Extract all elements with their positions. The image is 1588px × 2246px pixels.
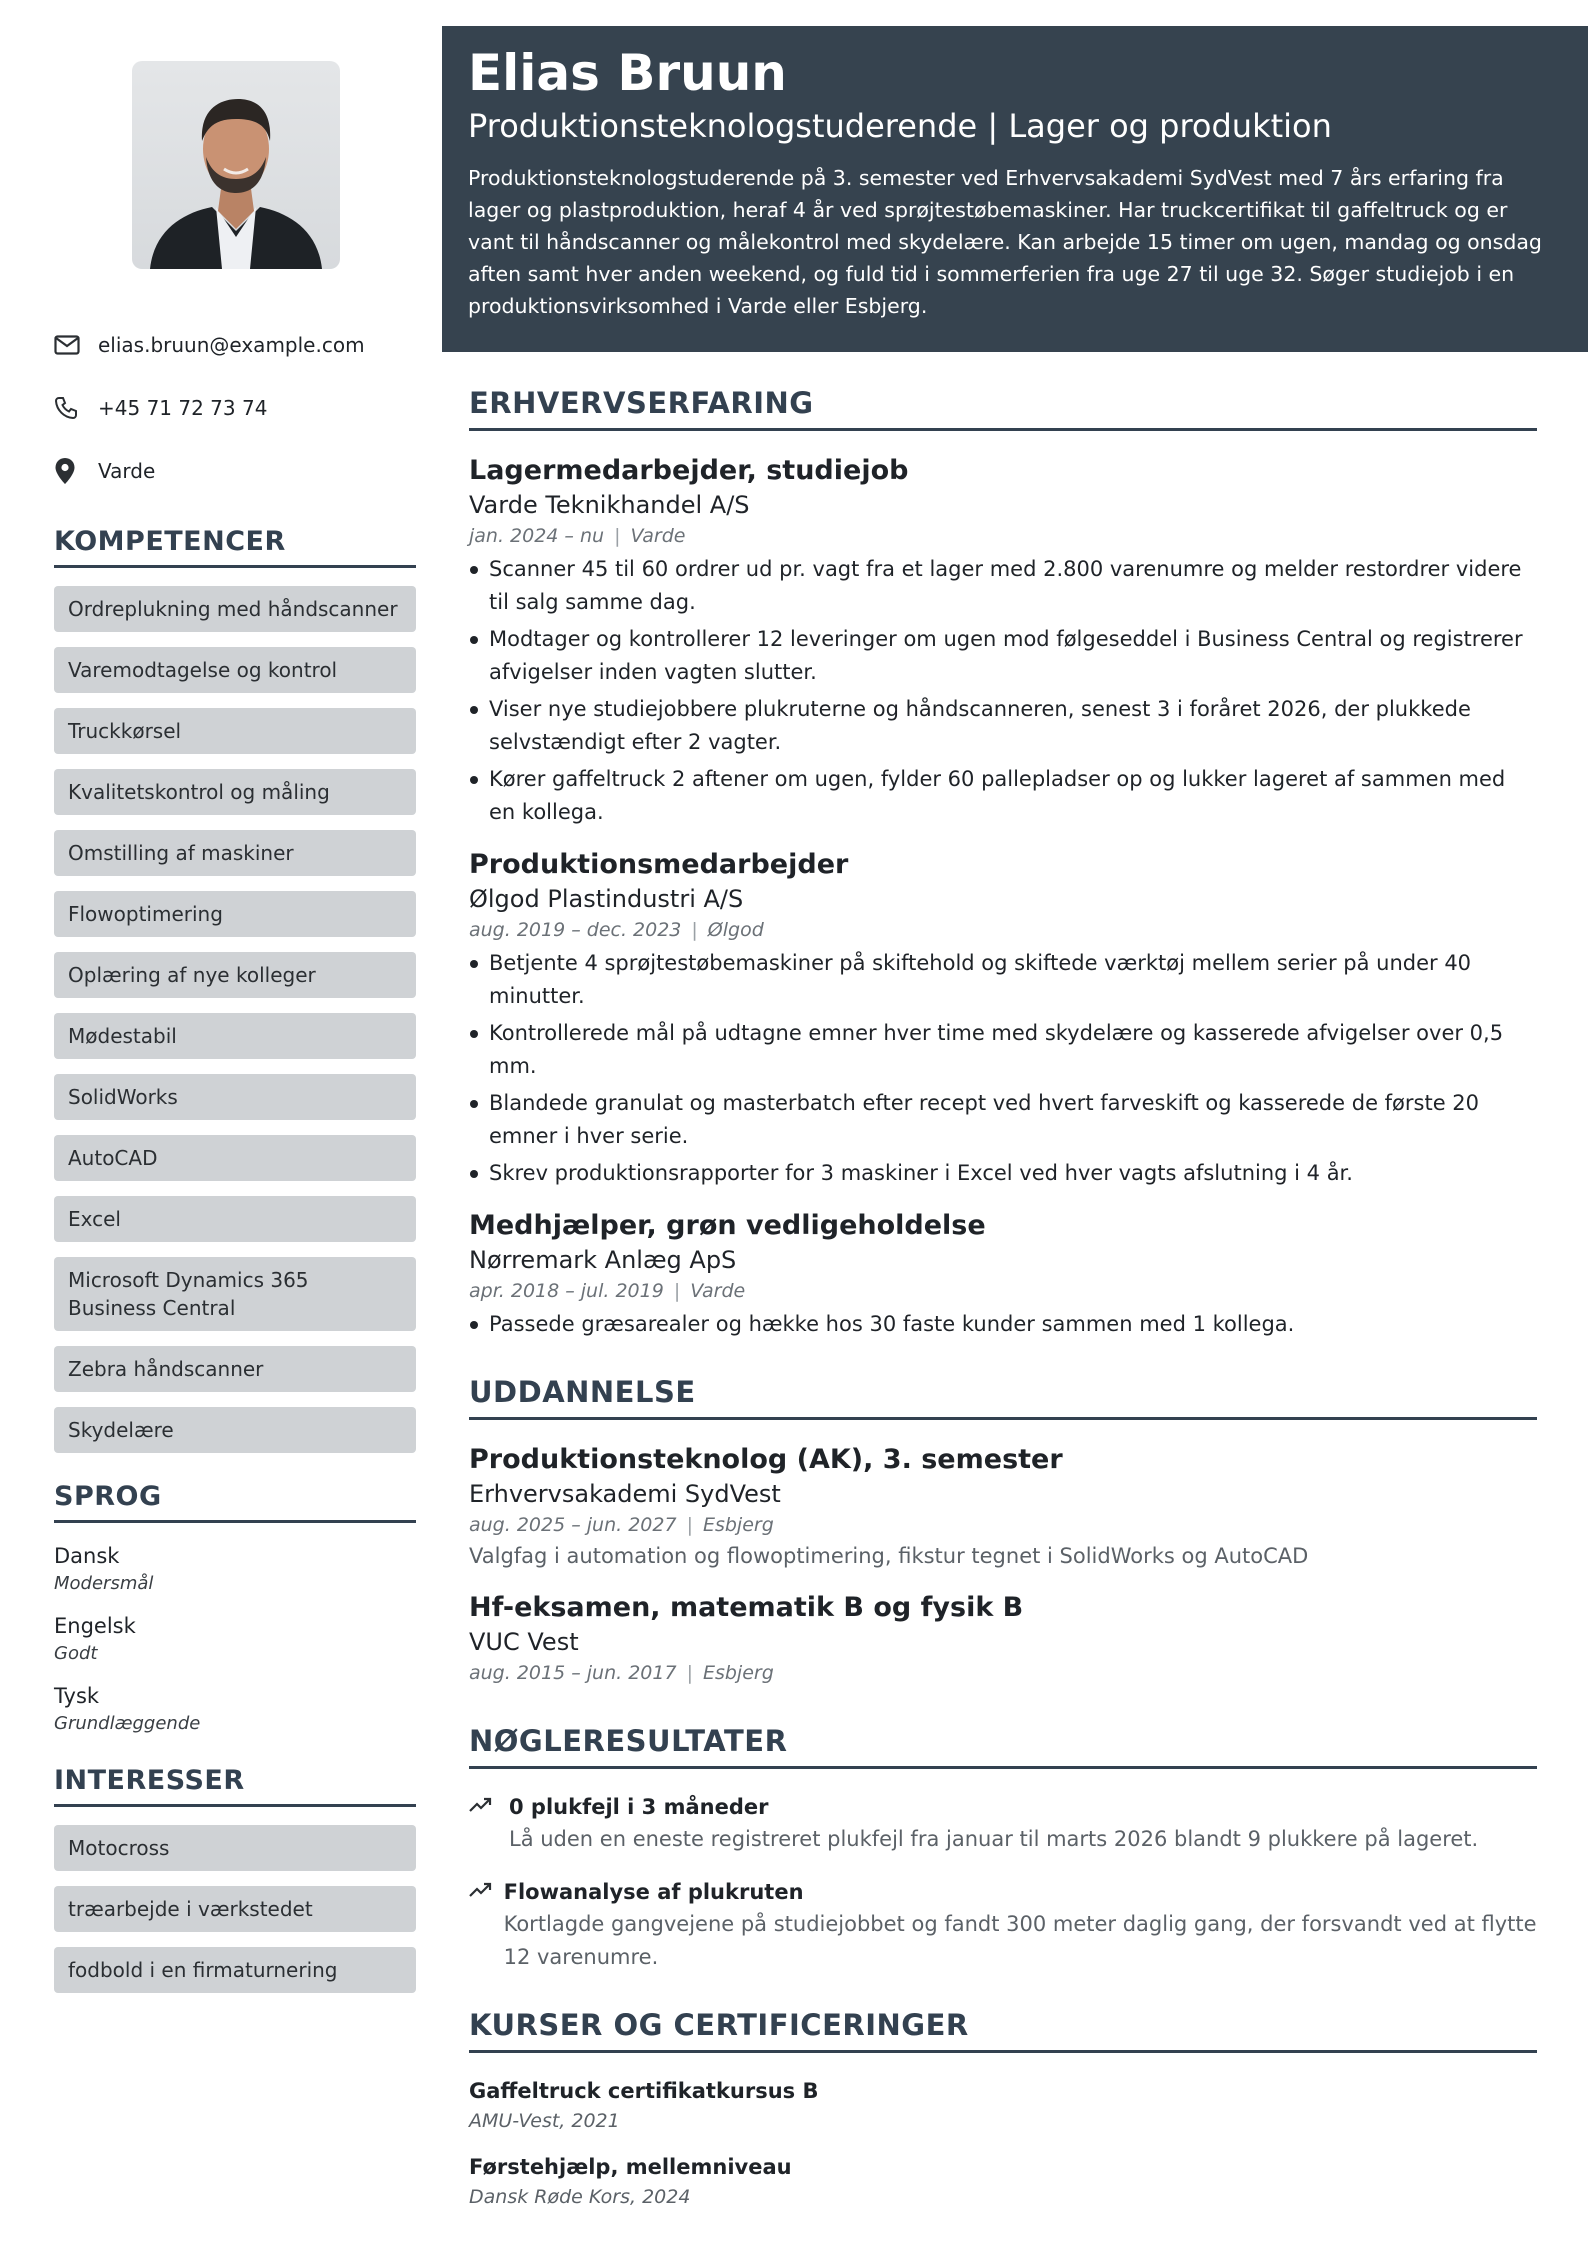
education-entry	[469, 1590, 1537, 1688]
job-bullet: Scanner 45 til 60 ordrer ud pr. vagt fra et lager med 2.800 varenumre og melder restordrer videre til salg samme dag.	[469, 553, 1537, 619]
education-meta	[469, 1658, 1537, 1688]
language-item	[54, 1611, 416, 1667]
job-meta	[469, 1276, 1537, 1306]
skill-tag: Truckkørsel	[54, 708, 416, 754]
location-text: Varde	[98, 458, 156, 483]
education-period: aug. 2025 – jun. 2027	[469, 1514, 677, 1536]
location-pin-icon	[54, 456, 84, 486]
skills-list	[54, 586, 416, 1453]
interests-list	[54, 1825, 416, 1993]
skill-tag: Varemodtagelse og kontrol	[54, 647, 416, 693]
contact-location	[54, 439, 416, 502]
course-source: AMU-Vest, 2021	[469, 2110, 620, 2132]
profile-photo	[132, 61, 340, 269]
phone-text[interactable]: +45 71 72 73 74	[98, 395, 268, 420]
language-item	[54, 1681, 416, 1737]
education-note: Valgfag i automation og flowoptimering, fikstur tegnet i SolidWorks og AutoCAD	[469, 1544, 1309, 1568]
interests-heading: INTERESSER	[54, 1765, 416, 1807]
interest-tag: træarbejde i værkstedet	[54, 1886, 416, 1932]
education-place: Esbjerg	[702, 1514, 774, 1536]
result-description: Lå uden en eneste registreret plukfejl fra januar til marts 2026 blandt 9 plukkere på lageret.	[509, 1827, 1479, 1851]
meta-separator: |	[691, 919, 698, 941]
interest-tag: fodbold i en firmaturnering	[54, 1947, 416, 1993]
job-title: Medhjælper, grøn vedligeholdelse	[469, 1210, 986, 1241]
email-text[interactable]: elias.bruun@example.com	[98, 332, 365, 357]
job-bullet: Kører gaffeltruck 2 aftener om ugen, fylder 60 pallepladser op og lukker lageret af sammen med en kollega.	[469, 763, 1537, 829]
education-school: VUC Vest	[469, 1628, 579, 1656]
courses-section	[469, 2008, 1537, 2211]
job-meta	[469, 521, 1537, 551]
meta-separator: |	[673, 1280, 681, 1302]
language-item	[54, 1541, 416, 1597]
job-period: apr. 2018 – jul. 2019	[469, 1280, 664, 1302]
meta-separator: |	[614, 525, 621, 547]
trending-up-icon	[469, 1876, 504, 1974]
job-company: Nørremark Anlæg ApS	[469, 1246, 737, 1274]
education-meta	[469, 1510, 1537, 1540]
education-place: Esbjerg	[702, 1662, 774, 1684]
job-bullets	[469, 1308, 1537, 1341]
skills-heading: KOMPETENCER	[54, 526, 416, 568]
skill-tag: Mødestabil	[54, 1013, 416, 1059]
result-item	[469, 1791, 1537, 1856]
job-company: Varde Teknikhandel A/S	[469, 491, 750, 519]
education-title: Produktionsteknolog (AK), 3. semester	[469, 1444, 1063, 1475]
phone-icon	[54, 393, 84, 423]
results-heading: NØGLERESULTATER	[469, 1724, 1537, 1769]
person-role: Produktionsteknologstuderende | Lager og produktion	[468, 107, 1332, 145]
courses-heading: KURSER OG CERTIFICERINGER	[469, 2008, 1537, 2053]
job-company: Ølgod Plastindustri A/S	[469, 885, 744, 913]
course-source: Dansk Røde Kors, 2024	[469, 2186, 691, 2208]
job-title: Lagermedarbejder, studiejob	[469, 455, 909, 486]
skill-tag: Oplæring af nye kolleger	[54, 952, 416, 998]
job-bullet: Skrev produktionsrapporter for 3 maskiner i Excel ved hver vagts afslutning i 4 år.	[469, 1157, 1537, 1190]
meta-separator: |	[686, 1662, 693, 1684]
job-meta	[469, 915, 1537, 945]
job-bullet: Passede græsarealer og hække hos 30 faste kunder sammen med 1 kollega.	[469, 1308, 1537, 1341]
job-period: aug. 2019 – dec. 2023	[469, 919, 682, 941]
result-description: Kortlagde gangvejene på studiejobbet og fandt 300 meter daglig gang, der forsvandt ved at flytte 12 varenumre.	[503, 1912, 1537, 1969]
results-section	[469, 1724, 1537, 1974]
experience-heading: ERHVERVSERFARING	[469, 386, 1537, 431]
job-bullet: Betjente 4 sprøjtestøbemaskiner på skiftehold og skiftede værktøj mellem serier på under 40 minutter.	[469, 947, 1537, 1013]
job-entry	[469, 1208, 1537, 1341]
language-name: Dansk	[54, 1544, 120, 1568]
skill-tag: SolidWorks	[54, 1074, 416, 1120]
interest-tag: Motocross	[54, 1825, 416, 1871]
skill-tag: Zebra håndscanner	[54, 1346, 416, 1392]
skill-tag: Ordreplukning med håndscanner	[54, 586, 416, 632]
education-section	[469, 1375, 1537, 1688]
course-item	[469, 2151, 1537, 2211]
skill-tag: Omstilling af maskiner	[54, 830, 416, 876]
job-bullets	[469, 947, 1537, 1190]
sidebar	[54, 61, 416, 2008]
meta-separator: |	[686, 1514, 693, 1536]
job-entry	[469, 847, 1537, 1190]
language-name: Engelsk	[54, 1614, 136, 1638]
contact-email[interactable]	[54, 313, 416, 376]
language-level: Godt	[54, 1643, 98, 1664]
job-place: Varde	[690, 1280, 746, 1302]
result-item	[469, 1876, 1537, 1974]
job-title: Produktionsmedarbejder	[469, 849, 849, 880]
job-bullet: Viser nye studiejobbere plukruterne og håndscanneren, senest 3 i foråret 2026, der plukkede selvstændigt efter 2 vagter.	[469, 693, 1537, 759]
education-heading: UDDANNELSE	[469, 1375, 1537, 1420]
main-content	[469, 386, 1537, 2227]
job-bullets	[469, 553, 1537, 829]
language-level: Grundlæggende	[54, 1713, 201, 1734]
skill-tag: Kvalitetskontrol og måling	[54, 769, 416, 815]
language-level: Modersmål	[54, 1573, 154, 1594]
result-title: 0 plukfejl i 3 måneder	[509, 1795, 769, 1819]
education-title: Hf-eksamen, matematik B og fysik B	[469, 1592, 1024, 1623]
course-title: Gaffeltruck certifikatkursus B	[469, 2079, 819, 2103]
job-period: jan. 2024 – nu	[469, 525, 605, 547]
profile-summary: Produktionsteknologstuderende på 3. semester ved Erhvervsakademi SydVest med 7 års erfaring fra lager og plastproduktion, heraf 4 år ved sprøjtestøbemaskiner. Har truckcertifikat til gaffeltruck og er vant til håndscanner og målekontrol med skydelære. Kan arbejde 15 timer om ugen, mandag og onsdag aften samt hver anden weekend, og fuld tid i sommerferien fra uge 27 til uge 32. Søger studiejob i en produktionsvirksomhed i Varde eller Esbjerg.	[468, 166, 1542, 318]
contact-list	[54, 313, 416, 502]
education-entry	[469, 1442, 1537, 1572]
job-bullet: Blandede granulat og masterbatch efter recept ved hvert farveskift og kasserede de første 20 emner i hver serie.	[469, 1087, 1537, 1153]
trending-up-icon	[469, 1791, 509, 1856]
education-period: aug. 2015 – jun. 2017	[469, 1662, 677, 1684]
course-title: Førstehjælp, mellemniveau	[469, 2155, 792, 2179]
languages-heading: SPROG	[54, 1481, 416, 1523]
skill-tag: Microsoft Dynamics 365 Business Central	[54, 1257, 416, 1331]
skill-tag: Excel	[54, 1196, 416, 1242]
skill-tag: Flowoptimering	[54, 891, 416, 937]
skill-tag: AutoCAD	[54, 1135, 416, 1181]
job-place: Ølgod	[707, 919, 764, 941]
languages-list	[54, 1541, 416, 1737]
profile-header	[442, 26, 1588, 352]
course-item	[469, 2075, 1537, 2135]
job-place: Varde	[630, 525, 686, 547]
result-title: Flowanalyse af plukruten	[503, 1880, 804, 1904]
skill-tag: Skydelære	[54, 1407, 416, 1453]
experience-section	[469, 386, 1537, 1341]
job-bullet: Kontrollerede mål på udtagne emner hver time med skydelære og kasserede afvigelser over 0,5 mm.	[469, 1017, 1537, 1083]
education-school: Erhvervsakademi SydVest	[469, 1480, 781, 1508]
language-name: Tysk	[54, 1684, 100, 1708]
person-name: Elias Bruun	[468, 44, 787, 102]
job-entry	[469, 453, 1537, 829]
contact-phone[interactable]	[54, 376, 416, 439]
job-bullet: Modtager og kontrollerer 12 leveringer om ugen mod følgeseddel i Business Central og registrerer afvigelser inden vagten slutter.	[469, 623, 1537, 689]
mail-icon	[54, 330, 84, 360]
person-portrait-image	[132, 61, 340, 269]
